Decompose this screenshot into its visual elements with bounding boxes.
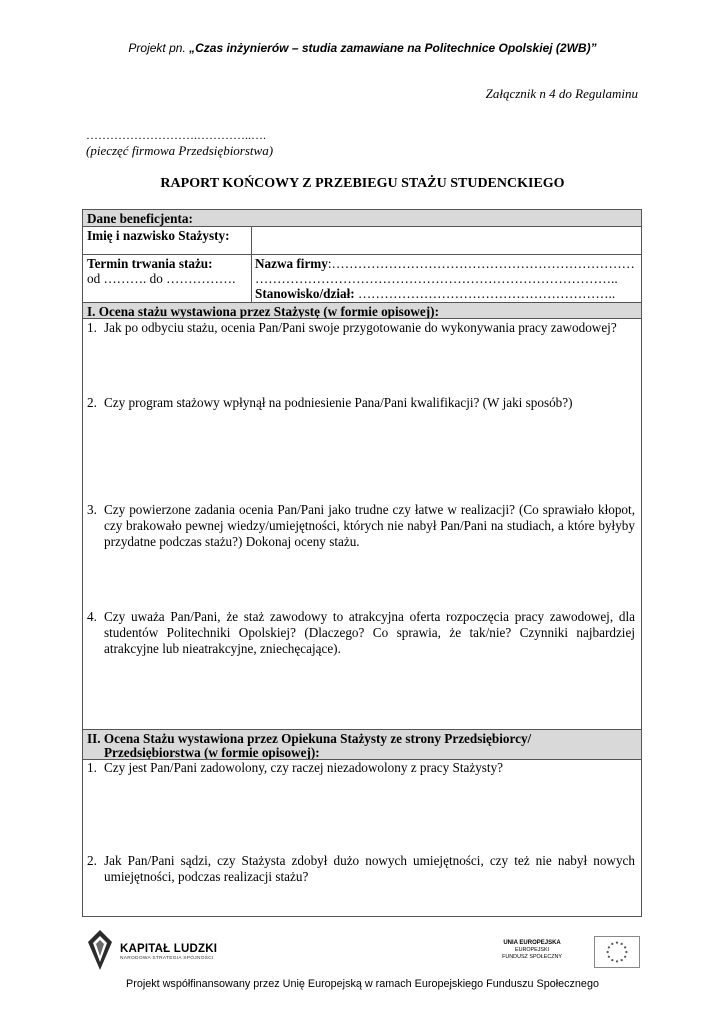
intern-name-row <box>83 226 641 254</box>
intern-name-field[interactable] <box>255 229 637 251</box>
question-text: Czy powierzone zadania ocenia Pan/Pani jako trudne czy łatwe w realizacji? (Co sprawiało kłopot, czy brakowało pewnej wiedzy/umiejętności, których nie nabył Pan/Pani na studiach, a które byłyby przydatne podczas stażu?) Dokonaj oceny stażu. <box>104 502 635 549</box>
company-field[interactable]: :…………………………………………………………… <box>327 256 635 271</box>
section1-heading-text: I. Ocena stażu wystawiona przez Stażystę (w formie opisowej): <box>87 304 439 319</box>
eu-line3: FUNDUSZ SPOŁECZNY <box>502 954 562 960</box>
section2-answers[interactable] <box>83 759 641 916</box>
eu-line2: EUROPEJSKI <box>514 947 550 953</box>
kapital-ludzki-logo-icon <box>88 930 112 970</box>
project-prefix: Projekt pn. <box>128 41 190 55</box>
section1-question-3 <box>87 502 635 550</box>
document-title: RAPORT KOŃCOWY Z PRZEBIEGU STAŻU STUDENCKIEGO <box>160 176 565 191</box>
project-name: „Czas inżynierów – studia zamawiane na Politechnice Opolskiej (2WB)” <box>189 41 597 55</box>
section1-answers[interactable] <box>83 318 641 729</box>
question-text: Czy jest Pan/Pani zadowolony, czy raczej niezadowolony z pracy Stażysty? <box>104 760 504 775</box>
kapital-ludzki-logo <box>120 943 217 961</box>
section1-question-2 <box>87 395 635 411</box>
eu-flag-icon <box>594 936 640 968</box>
column-divider <box>251 255 252 302</box>
stamp-dotted-line: ……………………….…………..…. <box>86 128 266 142</box>
kl-title: KAPITAŁ LUDZKI <box>120 943 218 955</box>
section2-question-1 <box>87 760 635 776</box>
question-text: Czy uważa Pan/Pani, że staż zawodowy to atrakcyjna oferta rozpoczęcia pracy zawodowej, dla studentów Politechniki Opolskiej? (Dlaczego? Co sprawia, że tak/nie? Czynniki najbardziej atrakcyjne lub nieatrakcyjne, zniechęcające). <box>104 609 635 656</box>
logo-bar <box>86 930 640 972</box>
beneficiary-heading <box>83 210 641 226</box>
question-text: Czy program stażowy wpłynął na podniesienie Pana/Pani kwalifikacji? (W jaki sposób?) <box>104 395 573 410</box>
position-field[interactable]: ………………………………………………….. <box>354 286 616 301</box>
section1-question-4 <box>87 609 635 657</box>
report-form <box>82 209 642 917</box>
column-divider <box>251 227 252 254</box>
question-number: 1. <box>87 320 97 335</box>
annex-label: Załącznik n 4 do Regulaminu <box>485 86 638 101</box>
section2-heading-line1: II. Ocena Stażu wystawiona przez Opiekuna Stażysty ze strony Przedsiębiorcy/ <box>87 731 532 746</box>
question-number: 4. <box>87 609 97 624</box>
position-label: Stanowisko/dział: <box>255 286 355 301</box>
term-value[interactable]: od ………. do ……………. <box>87 271 236 286</box>
company-field-line2[interactable]: ……………………………………………………………………….. <box>255 271 618 286</box>
section1-question-1 <box>87 320 635 336</box>
question-number: 3. <box>87 502 97 517</box>
project-header <box>0 41 725 55</box>
term-company-row <box>83 254 641 302</box>
section2-heading-line2: Przedsiębiorstwa (w formie opisowej): <box>104 745 320 760</box>
eu-line1: UNIA EUROPEJSKA <box>503 940 561 946</box>
question-number: 2. <box>87 395 97 410</box>
footer-text: Projekt współfinansowany przez Unię Europejską w ramach Europejskiego Funduszu Społecznego <box>126 978 599 990</box>
question-number: 1. <box>87 760 97 775</box>
section2-question-2 <box>87 853 635 885</box>
eu-logo-text <box>502 940 562 961</box>
question-text: Jak Pan/Pani sądzi, czy Stażysta zdobył dużo nowych umiejętności, czy też nie nabył nowych umiejętności, podczas realizacji stażu? <box>104 853 635 884</box>
term-label: Termin trwania stażu: <box>87 256 213 271</box>
kl-subtitle: NARODOWA STRATEGIA SPÓJNOŚCI <box>120 956 214 961</box>
question-text: Jak po odbyciu stażu, ocenia Pan/Pani swoje przygotowanie do wykonywania pracy zawodowej? <box>104 320 617 335</box>
beneficiary-heading-text: Dane beneficjenta: <box>87 211 193 226</box>
section2-heading <box>83 729 641 759</box>
question-number: 2. <box>87 853 97 868</box>
section1-heading <box>83 302 641 318</box>
company-label: Nazwa firmy <box>255 256 328 271</box>
intern-name-label: Imię i nazwisko Stażysty: <box>87 228 230 243</box>
stamp-label: (pieczęć firmowa Przedsiębiorstwa) <box>86 143 274 158</box>
